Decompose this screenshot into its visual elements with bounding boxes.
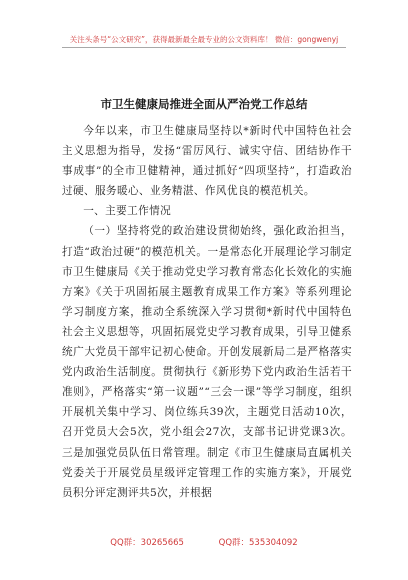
intro-paragraph: 今年以来，市卫生健康局坚持以*新时代中国特色社会主义思想为指导，发扬“雷厉风行、诚实守信、团结协作干事成事”的全市卫健精神，通过抓好“四项坚持”，打造政治过硬、服务暖心、业务精湛、作风优良的模范机关。 [62, 125, 352, 198]
footer-qq-group-1: QQ群：30265665 [110, 538, 184, 548]
section-heading: 一、主要工作情况 [83, 205, 172, 218]
footer-contact [0, 536, 408, 548]
document-body [62, 120, 352, 503]
footer-qq-group-2: QQ群：535304092 [218, 538, 298, 548]
document-title: 市卫生健康局推进全面从严治党工作总结 [100, 97, 308, 111]
header-promo-note: 关注头条号“公文研究”，获得最新最全最专业的公文资料库！ 微信：gongwenyj [69, 35, 339, 44]
header-divider [62, 47, 346, 48]
body-paragraph: （一）坚持将党的政治建设贯彻始终，强化政治担当，打造“政治过硬”的模范机关。一是常态化开展理论学习制定市卫生健康局《关于推动党史学习教育常态化长效化的实施方案》《关于巩固拓展主题教育成果工作方案》等系列理论学习制度方案，推动全系统深入学习贯彻*新时代中国特色社会主义思想等，巩固拓展党史学习教育成果，引导卫健系统广大党员干部牢记初心使命。开创发展新局二是严格落实党内政治生活制度。贯彻执行《新形势下党内政治生活若干准则》，严格落实“第一议题”“三会一课”等学习制度，组织开展机关集中学习、岗位练兵39次，主题党日活动10次，召开党员大会5次，党小组会27次，支部书记讲党课3次。三是加强党员队伍日常管理。制定《市卫生健康局直属机关党委关于开展党员星级评定管理工作的实施方案》，开展党员积分评定测评共5次，并根据 [62, 225, 352, 499]
